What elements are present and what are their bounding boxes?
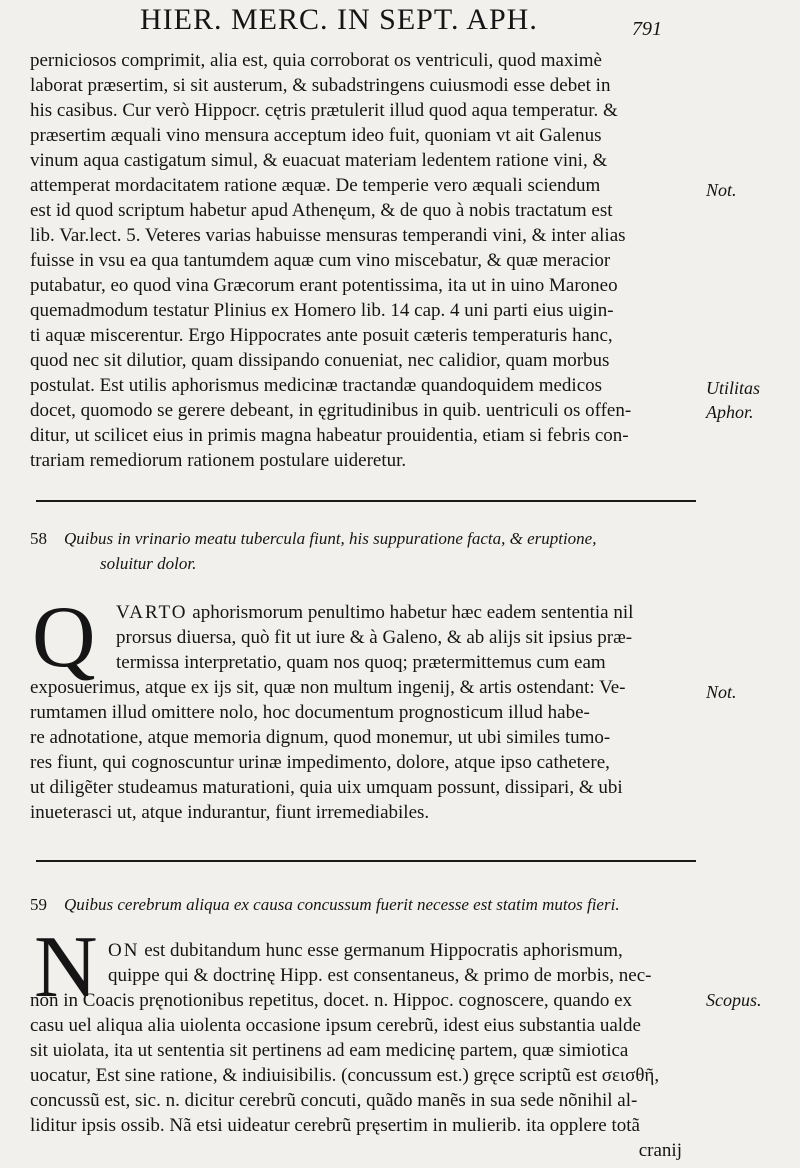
text-line: vinum aqua castigatum simul, & euacuat materiam ledentem ratione vini, & bbox=[30, 150, 608, 171]
drop-capital: N bbox=[34, 919, 98, 1016]
text-line: ditur, ut scilicet eius in primis magna habeatur prouidentia, etiam si febris con- bbox=[30, 425, 629, 446]
text-line: ti aquæ miscerentur. Ergo Hippocrates ante posuit cæteris temperaturis hanc, bbox=[30, 325, 613, 346]
aphorism-59 bbox=[30, 892, 702, 917]
text-line: concussũ est, sic. n. dicitur cerebrũ concuti, quãdo manẽs in sua sede nõnihil al- bbox=[30, 1090, 638, 1111]
text-line: quippe qui & doctrinę Hipp. est consentaneus, & primo de morbis, nec- bbox=[108, 965, 652, 986]
commentary-paragraph-3 bbox=[30, 938, 702, 1163]
text-line: liditur ipsis ossib. Nã etsi uideatur cerebrũ pręsertim in mulierib. ita opplere totã bbox=[30, 1115, 640, 1136]
text-line: ut diligẽter studeamus maturationi, quia uix umquam possunt, dissipari, & ubi bbox=[30, 777, 623, 798]
first-word: ON bbox=[108, 940, 140, 961]
aphorism-number: 59 bbox=[30, 895, 47, 914]
text-line: casu uel aliqua alia uiolenta occasione ipsum cerebrũ, idest eius substantia ualde bbox=[30, 1015, 641, 1036]
text-line: sit uiolata, ita ut sententia sit pertinens ad eam medicinę partem, quæ simiotica bbox=[30, 1040, 629, 1061]
page-number: 791 bbox=[632, 18, 662, 40]
text-line: exposuerimus, atque ex ijs sit, quæ non multum ingenij, & artis ostendant: Ve- bbox=[30, 677, 626, 698]
text-line: præsertim æquali vino mensura acceptum ideo fuit, quoniam vt ait Galenus bbox=[30, 125, 602, 146]
text-line: putabatur, eo quod vina Græcorum erant potentissima, ita ut in uino Maroneo bbox=[30, 275, 618, 296]
catchword: cranij bbox=[638, 1140, 682, 1161]
text-line: lib. Var.lect. 5. Veteres varias habuisse mensuras temperandi vini, & inter alias bbox=[30, 225, 626, 246]
drop-capital: Q bbox=[32, 589, 96, 686]
section-divider bbox=[36, 860, 696, 862]
commentary-paragraph-1 bbox=[30, 48, 702, 473]
text-line: perniciosos comprimit, alia est, quia corroborat os ventriculi, quod maximè bbox=[30, 50, 602, 71]
text-line: fuisse in vsu ea qua tantumdem aquæ cum vino miscebatur, & quæ meracior bbox=[30, 250, 611, 271]
text-line: attemperat mordacitatem ratione æquæ. De temperie vero æquali sciendum bbox=[30, 175, 601, 196]
text-line: quod nec sit dilutior, quam dissipando conueniat, nec calidior, quam morbus bbox=[30, 350, 610, 371]
aphorism-text: soluitur dolor. bbox=[100, 554, 197, 573]
section-divider bbox=[36, 500, 696, 502]
text-line bbox=[30, 938, 702, 963]
text-line: uocatur, Est sine ratione, & indiuisibilis. (concussum est.) gręce scriptũ est σεισθῆ, bbox=[30, 1065, 660, 1086]
running-header: HIER. MERC. IN SEPT. APH. bbox=[140, 3, 538, 36]
text-line: trariam remediorum rationem postulare uideretur. bbox=[30, 450, 407, 471]
text-span: est dubitandum hunc esse germanum Hippocratis aphorismum, bbox=[144, 940, 623, 961]
text-line: inueterasci ut, atque indurantur, fiunt irremediabiles. bbox=[30, 802, 430, 823]
text-line bbox=[30, 600, 702, 625]
text-span: aphorismorum penultimo habetur hæc eadem sententia nil bbox=[192, 602, 634, 623]
text-line: termissa interpretatio, quam nos quoq; prætermittemus cum eam bbox=[116, 652, 606, 673]
aphorism-58 bbox=[30, 526, 702, 576]
text-line: re adnotatione, atque memoria dignum, quod monemur, ut ubi similes tumo- bbox=[30, 727, 611, 748]
aphorism-text: Quibus in vrinario meatu tubercula fiunt, his suppuratione facta, & eruptione, bbox=[64, 529, 597, 548]
margin-note-not: Not. bbox=[706, 682, 737, 702]
aphorism-number: 58 bbox=[30, 529, 47, 548]
text-line: his casibus. Cur verò Hippocr. cętris prætulerit illud quod aqua temperatur. & bbox=[30, 100, 618, 121]
margin-note-scopus: Scopus. bbox=[706, 990, 762, 1010]
margin-note-not: Not. bbox=[706, 180, 737, 200]
aphorism-text: Quibus cerebrum aliqua ex causa concussum fuerit necesse est statim mutos fieri. bbox=[64, 895, 620, 914]
text-line: quemadmodum testatur Plinius ex Homero lib. 14 cap. 4 uni parti eius uigin- bbox=[30, 300, 614, 321]
text-line: est id quod scriptum habetur apud Athenęum, & de quo à nobis tractatum est bbox=[30, 200, 613, 221]
text-line: laborat præsertim, si sit austerum, & subadstringens cuiusmodi esse debet in bbox=[30, 75, 611, 96]
text-line: prorsus diuersa, quò fit ut iure & à Galeno, & ab alijs sit ipsius præ- bbox=[116, 627, 633, 648]
text-line: rumtamen illud omittere nolo, hoc documentum prognosticum illud habe- bbox=[30, 702, 590, 723]
text-line: postulat. Est utilis aphorismus medicinæ tractandæ quandoquidem medicos bbox=[30, 375, 603, 396]
first-word: VARTO bbox=[116, 602, 188, 623]
margin-note-aphor: Aphor. bbox=[706, 402, 754, 422]
commentary-paragraph-2 bbox=[30, 589, 702, 825]
margin-note-utilitas: Utilitas bbox=[706, 378, 761, 398]
text-line: res fiunt, qui cognoscuntur urinæ impedimento, dolore, atque ipso cathetere, bbox=[30, 752, 610, 773]
text-line: docet, quomodo se gerere debeant, in ęgritudinibus in quib. uentriculi os offen- bbox=[30, 400, 632, 421]
text-line: non in Coacis pręnotionibus repetitus, docet. n. Hippoc. cognoscere, quando ex bbox=[30, 990, 633, 1011]
